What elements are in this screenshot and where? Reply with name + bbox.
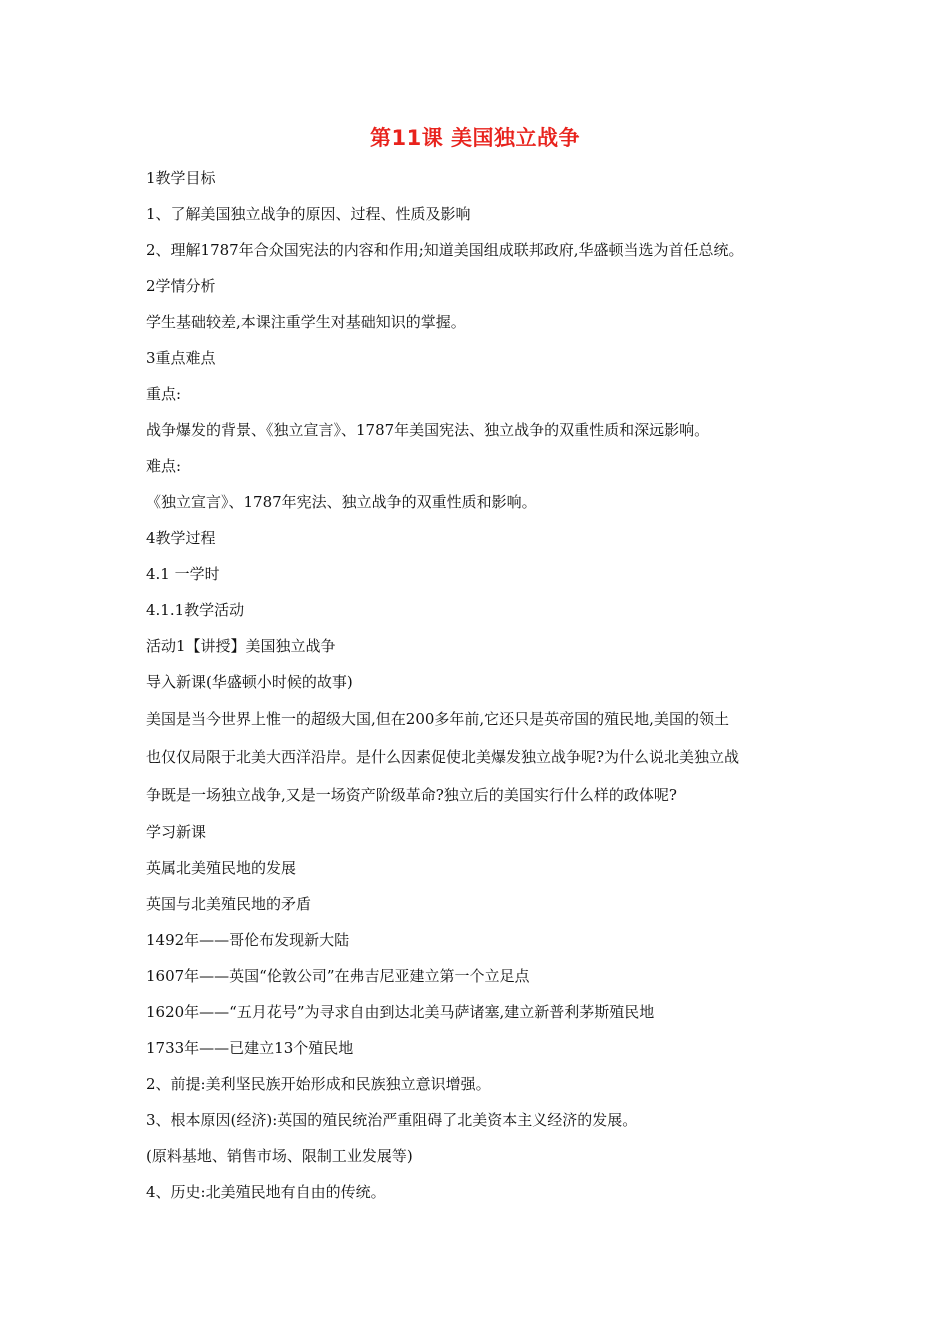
- key-points-text: 战争爆发的背景、《独立宣言》、1787年美国宪法、独立战争的双重性质和深远影响。: [146, 421, 710, 439]
- section-heading-key-points: 3重点难点: [146, 349, 216, 367]
- objective-item-2: 2、理解1787年合众国宪法的内容和作用;知道美国组成联邦政府,华盛顿当选为首任总统。: [146, 241, 744, 259]
- point-premise: 2、前提:美利坚民族开始形成和民族独立意识增强。: [146, 1075, 491, 1093]
- new-lesson-heading: 学习新课: [146, 823, 207, 841]
- intro-paragraph-line-2: 也仅仅局限于北美大西洋沿岸。是什么因素促使北美爆发独立战争呢?为什么说北美独立战: [146, 748, 740, 766]
- difficulties-text: 《独立宣言》、1787年宪法、独立战争的双重性质和影响。: [146, 493, 537, 511]
- subsection-heading-period: 4.1 一学时: [146, 565, 220, 583]
- document-body: [146, 160, 826, 1210]
- point-root-cause: 3、根本原因(经济):英国的殖民统治严重阻碍了北美资本主义经济的发展。: [146, 1111, 638, 1129]
- timeline-1607: 1607年——英国“伦敦公司”在弗吉尼亚建立第一个立足点: [146, 967, 530, 985]
- topic-contradictions: 英国与北美殖民地的矛盾: [146, 895, 312, 913]
- intro-heading: 导入新课(华盛顿小时候的故事): [146, 673, 353, 691]
- analysis-text: 学生基础较差,本课注重学生对基础知识的掌握。: [146, 313, 466, 331]
- timeline-1620: 1620年——“五月花号”为寻求自由到达北美马萨诸塞,建立新普利茅斯殖民地: [146, 1003, 655, 1021]
- page-title: 第11课 美国独立战争: [369, 126, 581, 150]
- section-heading-objectives: 1教学目标: [146, 169, 216, 187]
- timeline-1492: 1492年——哥伦布发现新大陆: [146, 931, 350, 949]
- point-root-cause-note: (原料基地、销售市场、限制工业发展等): [146, 1147, 413, 1165]
- objective-item-1: 1、了解美国独立战争的原因、过程、性质及影响: [146, 205, 471, 223]
- subsection-heading-activities: 4.1.1教学活动: [146, 601, 245, 619]
- section-heading-analysis: 2学情分析: [146, 277, 216, 295]
- intro-paragraph-line-1: 美国是当今世界上惟一的超级大国,但在200多年前,它还只是英帝国的殖民地,美国的领土: [146, 710, 729, 728]
- section-heading-process: 4教学过程: [146, 529, 216, 547]
- intro-paragraph-line-3: 争既是一场独立战争,又是一场资产阶级革命?独立后的美国实行什么样的政体呢?: [146, 786, 677, 804]
- key-points-label: 重点:: [146, 385, 182, 403]
- topic-colonies-development: 英属北美殖民地的发展: [146, 859, 297, 877]
- difficulties-label: 难点:: [146, 457, 182, 475]
- activity-heading: 活动1【讲授】美国独立战争: [146, 637, 336, 655]
- point-history: 4、历史:北美殖民地有自由的传统。: [146, 1183, 386, 1201]
- timeline-1733: 1733年——已建立13个殖民地: [146, 1039, 354, 1057]
